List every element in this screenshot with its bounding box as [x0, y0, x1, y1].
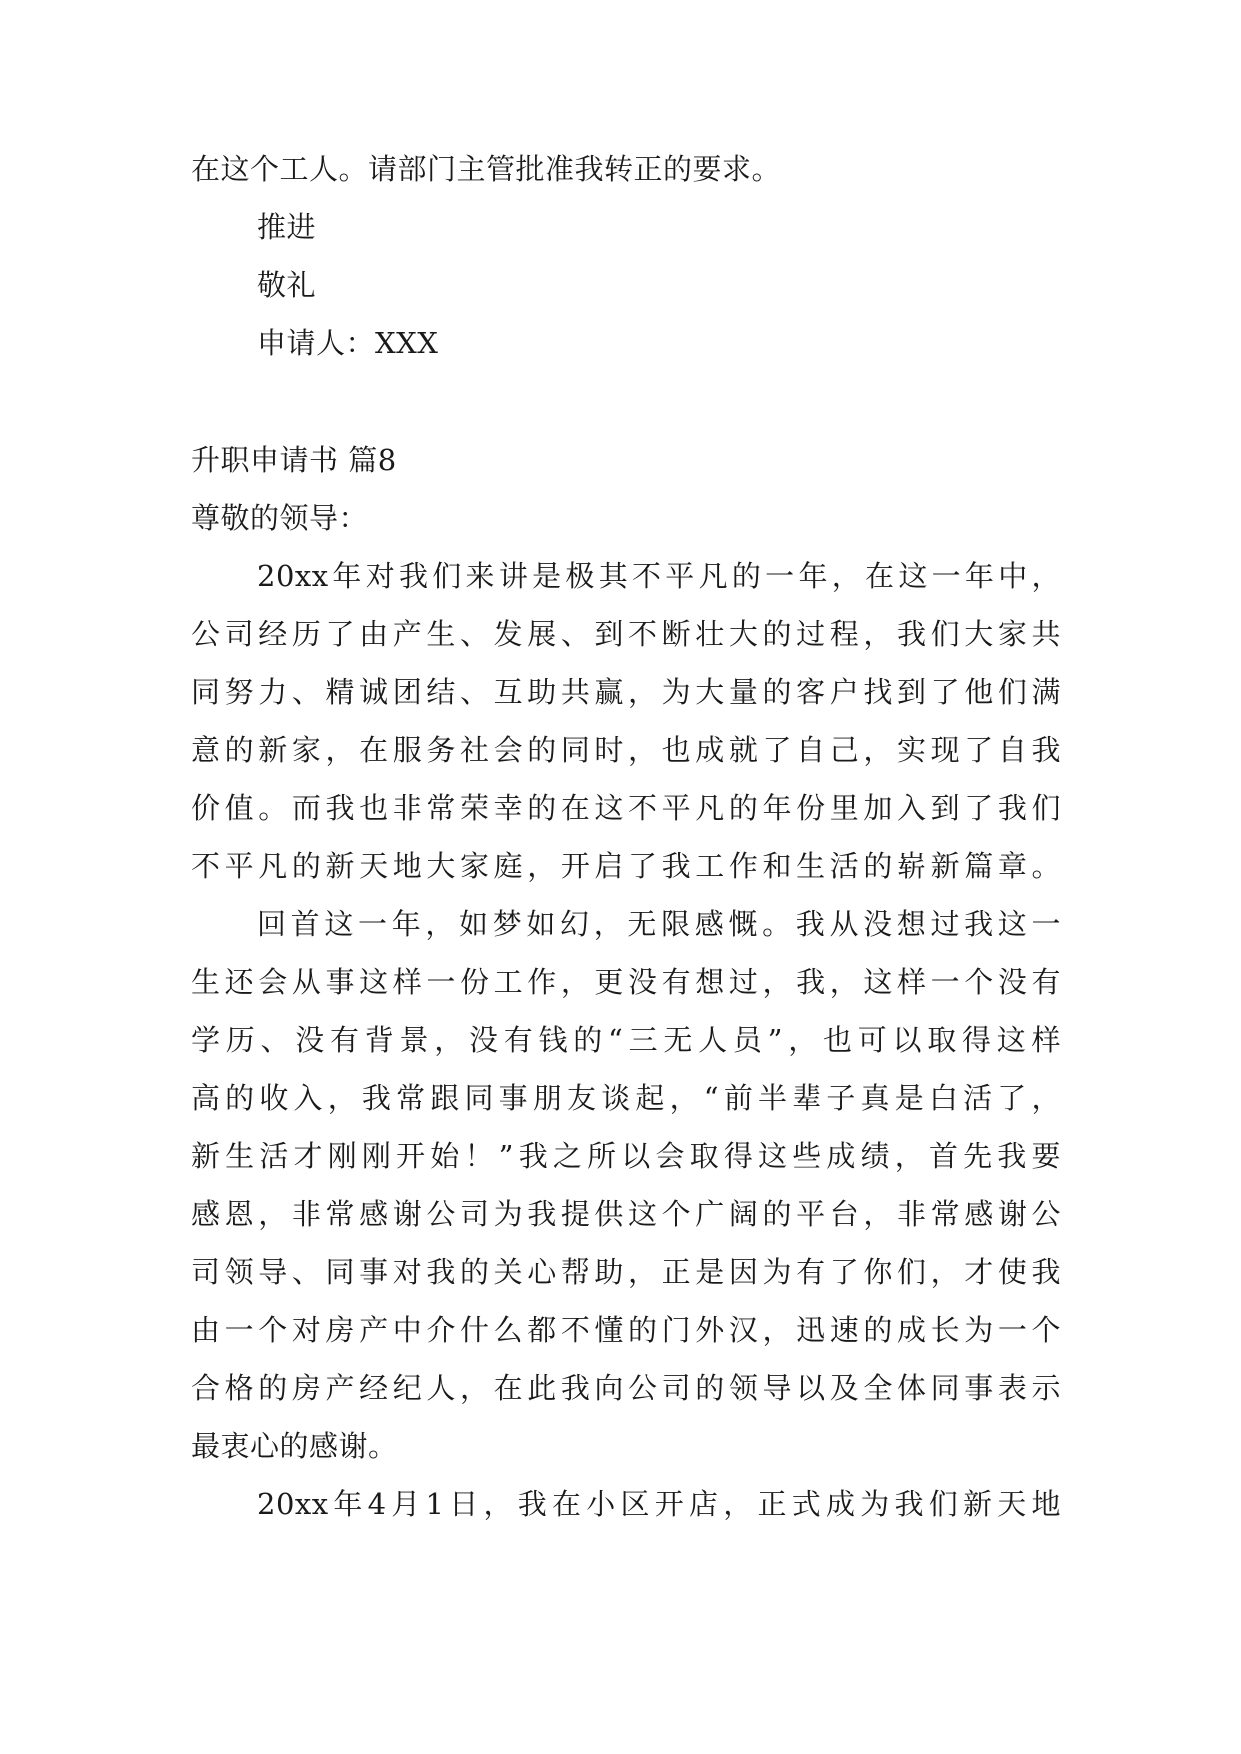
text-line: 20xx年对我们来讲是极其不平凡的一年，在这一年中，	[257, 559, 1061, 593]
text-line: 合格的房产经纪人，在此我向公司的领导以及全体同事表示	[191, 1371, 1061, 1405]
text-line: 由一个对房产中介什么都不懂的门外汉，迅速的成长为一个	[191, 1313, 1061, 1347]
text-line: 生还会从事这样一份工作，更没有想过，我，这样一个没有	[191, 965, 1061, 999]
text-line: 感恩，非常感谢公司为我提供这个广阔的平台，非常感谢公	[191, 1197, 1061, 1231]
section-heading: 升职申请书 篇8	[191, 443, 397, 477]
text-line: 推进	[257, 210, 317, 244]
text-line: 敬礼	[257, 268, 317, 302]
text-line: 最衷心的感谢。	[191, 1429, 398, 1463]
text-line: 回首这一年，如梦如幻，无限感慨。我从没想过我这一	[257, 907, 1061, 941]
text-line: 价值。而我也非常荣幸的在这不平凡的年份里加入到了我们	[191, 791, 1061, 825]
salutation: 尊敬的领导：	[191, 501, 369, 535]
text-line: 高的收入，我常跟同事朋友谈起，“前半辈子真是白活了，	[191, 1081, 1061, 1115]
text-line: 同努力、精诚团结、互助共赢，为大量的客户找到了他们满	[191, 675, 1061, 709]
text-line: 新生活才刚刚开始！”我之所以会取得这些成绩，首先我要	[191, 1139, 1061, 1173]
signature-line: 申请人：XXX	[257, 326, 439, 360]
text-line: 在这个工人。请部门主管批准我转正的要求。	[191, 152, 782, 186]
text-line: 不平凡的新天地大家庭，开启了我工作和生活的崭新篇章。	[191, 849, 1061, 883]
text-line: 司领导、同事对我的关心帮助，正是因为有了你们，才使我	[191, 1255, 1061, 1289]
text-line: 20xx年4月1日，我在小区开店，正式成为我们新天地	[257, 1487, 1061, 1521]
text-line: 意的新家，在服务社会的同时，也成就了自己，实现了自我	[191, 733, 1061, 767]
text-line: 学历、没有背景，没有钱的“三无人员”，也可以取得这样	[191, 1023, 1061, 1057]
text-line: 公司经历了由产生、发展、到不断壮大的过程，我们大家共	[191, 617, 1061, 651]
